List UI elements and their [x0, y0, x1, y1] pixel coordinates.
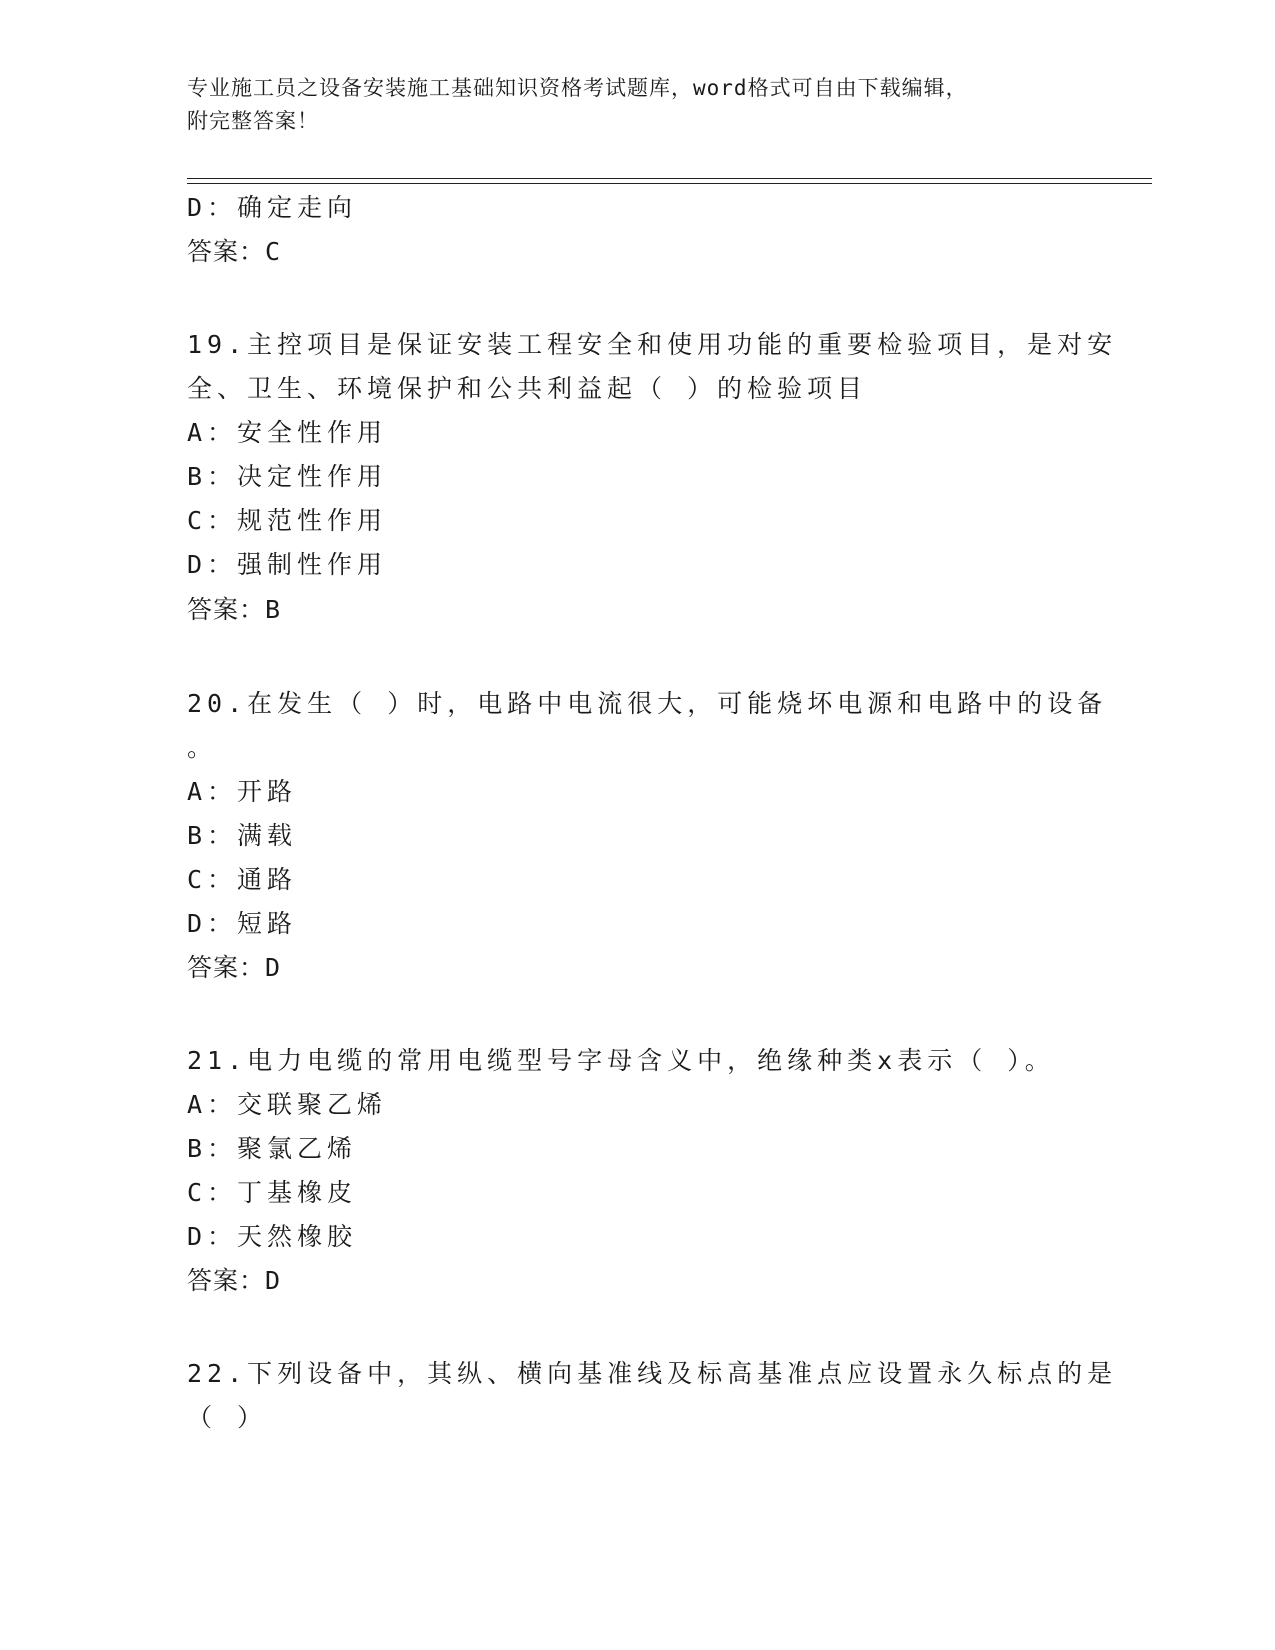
header-divider-top	[187, 178, 1152, 179]
q21-answer: 答案：D	[187, 1266, 282, 1295]
q20-option-b: B：满载	[187, 821, 298, 850]
q20-stem-line-1: 20.在发生（ ）时，电路中电流很大，可能烧坏电源和电路中的设备	[187, 689, 1108, 718]
q20-option-d: D：短路	[187, 909, 298, 938]
q19-option-a: A：安全性作用	[187, 418, 388, 447]
q21-stem-line-1: 21.电力电缆的常用电缆型号字母含义中，绝缘种类x表示（ ）。	[187, 1046, 1055, 1075]
q19-stem-line-2: 全、卫生、环境保护和公共利益起（ ）的检验项目	[187, 374, 868, 403]
header-line-2: 附完整答案！	[187, 109, 319, 133]
q19-option-d: D：强制性作用	[187, 550, 388, 579]
q22-stem-line-2: （ ）	[187, 1403, 268, 1432]
q19-option-b: B：决定性作用	[187, 462, 388, 491]
header-line-1: 专业施工员之设备安装施工基础知识资格考试题库，word格式可自由下载编辑，	[187, 76, 968, 100]
q19-option-c: C：规范性作用	[187, 506, 388, 535]
q20-option-a: A：开路	[187, 777, 298, 806]
q21-option-b: B：聚氯乙烯	[187, 1134, 358, 1163]
q19-stem-line-1: 19.主控项目是保证安装工程安全和使用功能的重要检验项目，是对安	[187, 330, 1118, 359]
q20-answer: 答案：D	[187, 953, 282, 982]
q21-option-c: C：丁基橡皮	[187, 1178, 358, 1207]
q20-stem-line-2: 。	[187, 733, 218, 762]
q19-answer: 答案：B	[187, 595, 282, 624]
prev-option-d: D：确定走向	[187, 193, 358, 222]
q21-option-a: A：交联聚乙烯	[187, 1090, 388, 1119]
q20-option-c: C：通路	[187, 865, 298, 894]
header-divider-bottom	[187, 183, 1152, 184]
q21-option-d: D：天然橡胶	[187, 1222, 358, 1251]
page-header	[187, 72, 1087, 138]
prev-answer: 答案：C	[187, 237, 282, 266]
q22-stem-line-1: 22.下列设备中，其纵、横向基准线及标高基准点应设置永久标点的是	[187, 1359, 1118, 1388]
